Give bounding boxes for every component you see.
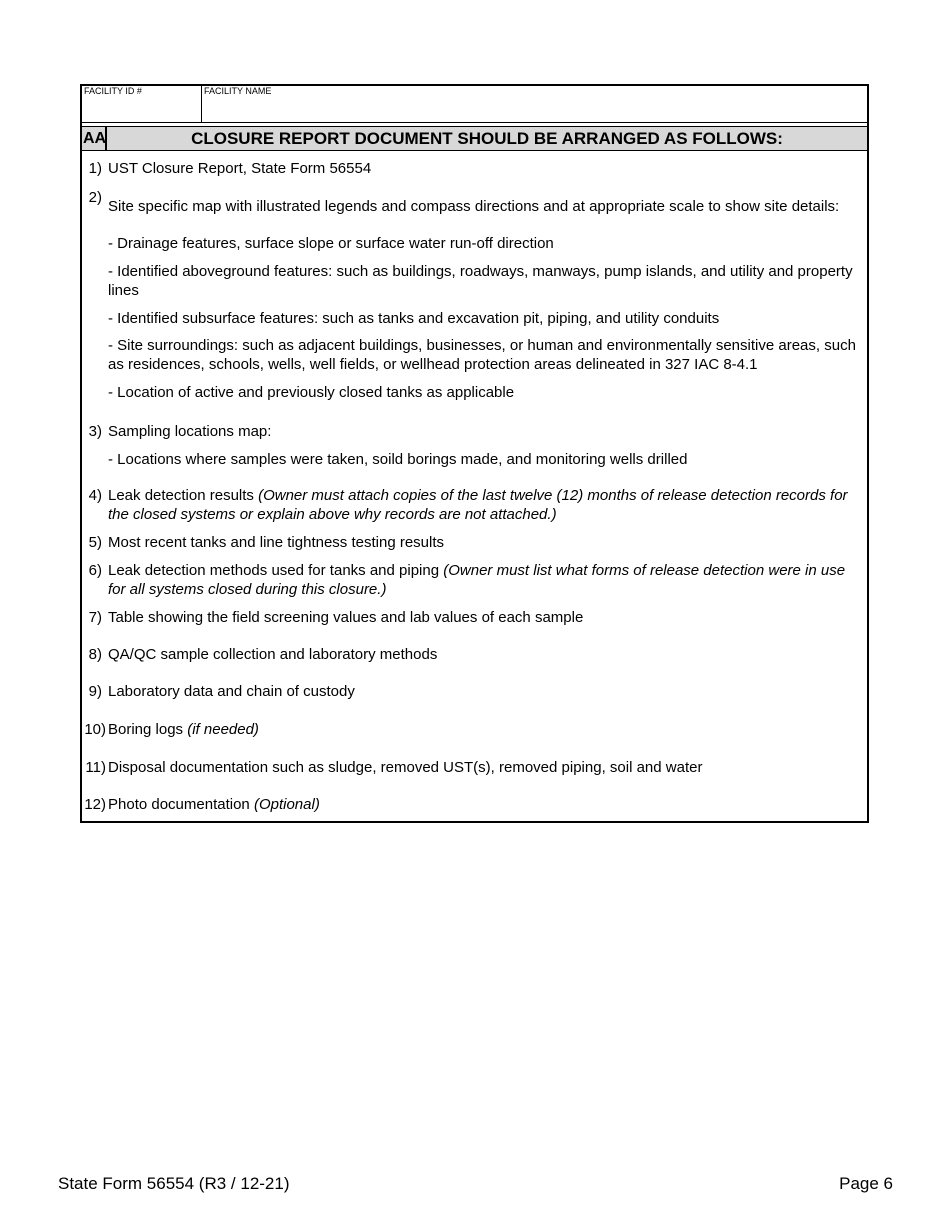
item-text <box>108 486 859 524</box>
sub-item: - Site surroundings: such as adjacent buildings, businesses, or human and environmentally sensitive areas, such as residences, schools, wells, well fields, or wellhead protection areas delineated in 327 IAC 8-4.1 <box>108 337 856 373</box>
item-number: 10) <box>84 721 106 738</box>
item-text: Site specific map with illustrated legends and compass directions and at appropriate scale to show site details: <box>108 198 840 215</box>
item-text: Laboratory data and chain of custody <box>108 683 355 700</box>
item-number: 12) <box>84 796 106 813</box>
item-text <box>108 795 859 814</box>
item-main-text: Leak detection results <box>108 487 254 504</box>
item-text: Table showing the field screening values and lab values of each sample <box>108 609 584 626</box>
item-number: 7) <box>88 609 102 626</box>
item-text: Disposal documentation such as sludge, removed UST(s), removed piping, soil and water <box>108 759 703 776</box>
item-note: (Owner must list what forms of release detection were in use for all systems closed during this closure.) <box>108 562 846 598</box>
item-main-text: Leak detection methods used for tanks and piping <box>108 562 440 579</box>
item-text: UST Closure Report, State Form 56554 <box>108 160 372 177</box>
item-text <box>108 720 859 739</box>
closure-report-form <box>80 84 869 823</box>
sub-item: - Location of active and previously closed tanks as applicable <box>108 384 515 401</box>
sub-item: - Drainage features, surface slope or surface water run-off direction <box>108 235 554 252</box>
item-note: (Owner must attach copies of the last twelve (12) months of release detection records for the closed systems or explain above why records are not attached.) <box>108 487 848 523</box>
item-number: 1) <box>88 160 102 177</box>
item-note: (if needed) <box>187 721 259 738</box>
page-number: Page 6 <box>839 1174 893 1193</box>
facility-header-row <box>82 86 867 122</box>
item-text: QA/QC sample collection and laboratory methods <box>108 646 438 663</box>
item-text: Most recent tanks and line tightness testing results <box>108 534 445 551</box>
item-main-text: Photo documentation <box>108 796 250 813</box>
item-number: 5) <box>88 534 102 551</box>
item-main-text: Boring logs <box>108 721 184 738</box>
facility-name-label: FACILITY NAME <box>204 86 272 96</box>
facility-id-field[interactable] <box>82 86 202 122</box>
item-text: Sampling locations map: <box>108 423 272 440</box>
item-number: 4) <box>88 487 102 504</box>
item-text <box>108 561 859 599</box>
item-number: 11) <box>85 759 106 776</box>
item-number: 6) <box>88 562 102 579</box>
item-number: 8) <box>88 646 102 663</box>
item-number: 3) <box>88 423 102 440</box>
facility-name-field[interactable] <box>202 86 867 122</box>
section-code: AA <box>82 127 107 150</box>
item-note: (Optional) <box>253 796 320 813</box>
section-title: CLOSURE REPORT DOCUMENT SHOULD BE ARRANGED AS FOLLOWS: <box>191 129 783 148</box>
facility-id-label: FACILITY ID # <box>84 86 142 96</box>
sub-item: - Identified aboveground features: such as buildings, roadways, manways, pump islands, and utility and property lines <box>108 263 853 299</box>
sub-item: - Locations where samples were taken, soild borings made, and monitoring wells drilled <box>108 451 688 468</box>
section-header <box>82 127 867 151</box>
item-number: 2) <box>88 189 102 206</box>
form-id: State Form 56554 (R3 / 12-21) <box>58 1174 290 1193</box>
item-number: 9) <box>88 683 102 700</box>
sub-item: - Identified subsurface features: such as tanks and excavation pit, piping, and utility conduits <box>108 310 720 327</box>
